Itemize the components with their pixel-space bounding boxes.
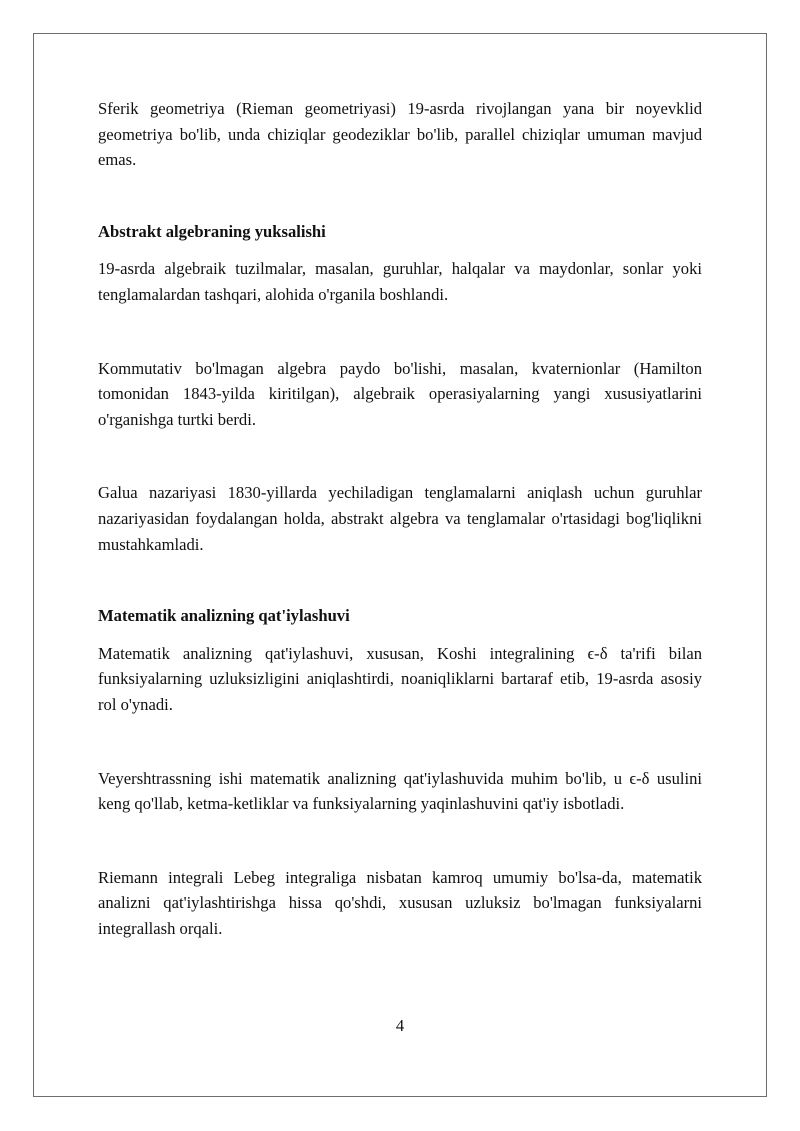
- section-heading-abstract-algebra: Abstrakt algebraning yuksalishi: [98, 221, 326, 241]
- paragraph-cauchy-rigor: Matematik analizning qat'iylashuvi, xususan, Koshi integralining ϵ-δ ta'rifi bilan funksiyalarning uzluksizligini aniqlashtirdi, noaniqliklarni bartaraf etib, 19-asrda asosiy rol o'ynadi.: [98, 643, 702, 714]
- section-heading-rigor-analysis: Matematik analizning qat'iylashuvi: [98, 606, 350, 626]
- paragraph-weierstrass: Veyershtrassning ishi matematik analizning qat'iylashuvida muhim bo'lib, u ϵ-δ usulini keng qo'llab, ketma-ketliklar va funksiyalarning yaqinlashuvini qat'iy isbotladi.: [98, 768, 702, 814]
- paragraph-noncommutative-algebra: Kommutativ bo'lmagan algebra paydo bo'lishi, masalan, kvaternionlar (Hamilton tomonidan 1843-yilda kiritilgan), algebraik operasiyalarning yangi xususiyatlarini o'rganishga turtki berdi.: [98, 358, 702, 429]
- paragraph-galois-theory: Galua nazariyasi 1830-yillarda yechiladigan tenglamalarni aniqlash uchun guruhlar nazariyasidan foydalangan holda, abstrakt algebra va tenglamalar o'rtasidagi bog'liqlikni mustahkamladi.: [98, 483, 702, 554]
- page-body: [98, 96, 702, 941]
- page-number: 4: [395, 1016, 405, 1035]
- paragraph-algebraic-structures: 19-asrda algebraik tuzilmalar, masalan, guruhlar, halqalar va maydonlar, sonlar yoki tenglamalardan tashqari, alohida o'rganila boshlandi.: [98, 259, 702, 304]
- paragraph-spherical-geometry: Sferik geometriya (Rieman geometriyasi) 19-asrda rivojlangan yana bir noyevklid geometriya bo'lib, unda chiziqlar geodeziklar bo'lib, parallel chiziqlar umuman mavjud emas.: [98, 99, 702, 170]
- paragraph-riemann-integral: Riemann integrali Lebeg integraliga nisbatan kamroq umumiy bo'lsa-da, matematik analizni qat'iylashtirishga hissa qo'shdi, xususan uzluksiz bo'lmagan funksiyalarni integrallash orqali.: [98, 867, 702, 938]
